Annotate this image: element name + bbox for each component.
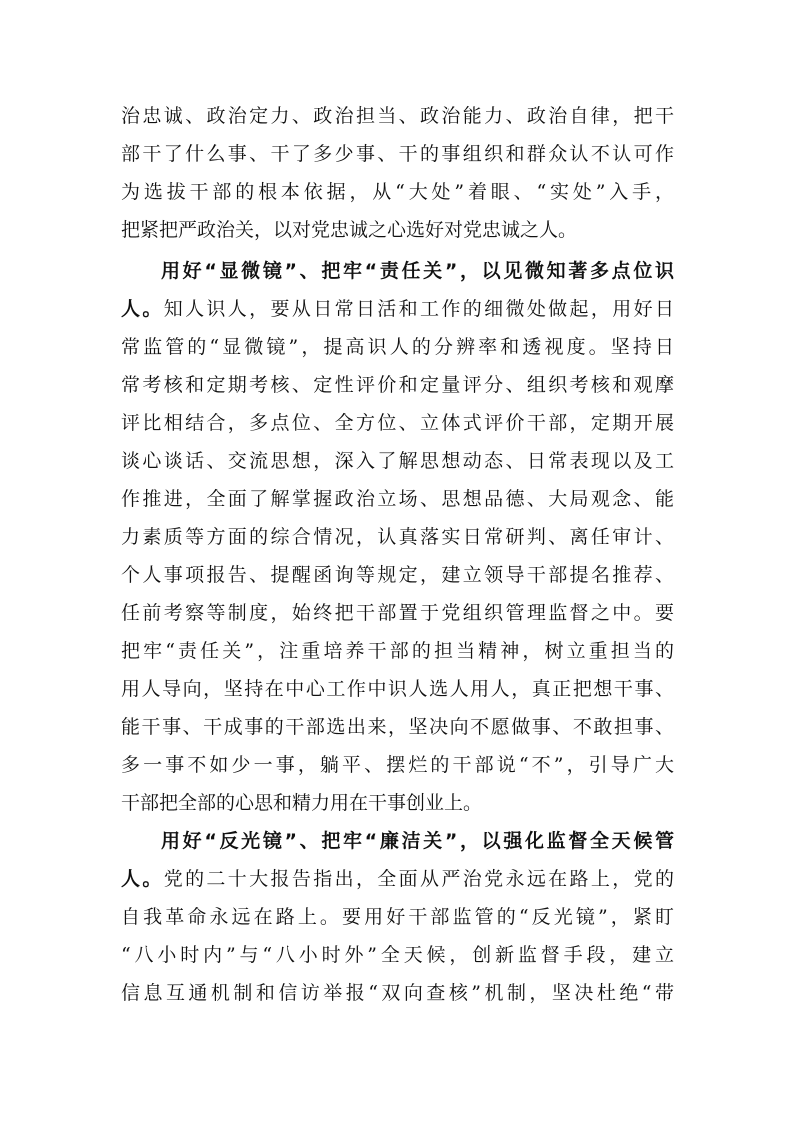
text-line: 信息互通机制和信访举报“双向查核”机制，坚决杜绝“带 — [121, 982, 674, 1004]
text-line: 把紧把严政治关，以对党忠诚之心选好对党忠诚之人。 — [121, 219, 578, 241]
paragraph-text: 知人识人，要从日常日活和工作的细微处做起，用好日 — [163, 298, 674, 320]
text-line — [121, 860, 674, 898]
text-line: 常考核和定期考核、定性评价和定量评分、组织考核和观摩 — [121, 374, 674, 396]
text-line: 把牢“责任关”，注重培养干部的担当精神，树立重担当的 — [121, 640, 674, 662]
text-line: 作推进，全面了解掌握政治立场、思想品德、大局观念、能 — [121, 488, 674, 510]
text-line: 为选拔干部的根本依据，从“大处”着眼、“实处”入手， — [121, 181, 674, 203]
text-line: 评比相结合，多点位、全方位、立体式评价干部，定期开展 — [121, 412, 674, 434]
text-line: 谈心谈话、交流思想，深入了解思想动态、日常表现以及工 — [121, 450, 674, 472]
text-line: 治忠诚、政治定力、政治担当、政治能力、政治自律，把干 — [121, 105, 674, 127]
text-line: 多一事不如少一事，躺平、摆烂的干部说“不”，引导广大 — [121, 754, 674, 776]
text-line: 任前考察等制度，始终把干部置于党组织管理监督之中。要 — [121, 602, 674, 624]
text-line: 常监管的“显微镜”，提高识人的分辨率和透视度。坚持日 — [121, 336, 674, 358]
paragraph-text: 党的二十大报告指出，全面从严治党永远在路上，党的 — [163, 868, 674, 890]
text-line: 自我革命永远在路上。要用好干部监管的“反光镜”，紧盯 — [121, 906, 674, 928]
section-heading-end: 人。 — [121, 868, 164, 890]
section-heading: 用好“显微镜”、把牢“责任关”，以见微知著多点位识 — [161, 260, 674, 282]
text-line: “八小时内”与“八小时外”全天候，创新监督手段，建立 — [121, 944, 674, 966]
text-line: 个人事项报告、提醒函询等规定，建立领导干部提名推荐、 — [121, 564, 674, 586]
text-line: 用人导向，坚持在中心工作中识人选人用人，真正把想干事、 — [121, 678, 674, 700]
text-line: 力素质等方面的综合情况，认真落实日常研判、离任审计、 — [121, 526, 674, 548]
text-line: 部干了什么事、干了多少事、干的事组织和群众认不认可作 — [121, 143, 674, 165]
text-line — [121, 290, 674, 328]
section-heading: 用好“反光镜”、把牢“廉洁关”，以强化监督全天候管 — [161, 830, 674, 852]
text-line: 能干事、干成事的干部选出来，坚决向不愿做事、不敢担事、 — [121, 716, 674, 738]
text-line: 干部把全部的心思和精力用在干事创业上。 — [121, 792, 483, 814]
section-heading-end: 人。 — [121, 298, 164, 320]
